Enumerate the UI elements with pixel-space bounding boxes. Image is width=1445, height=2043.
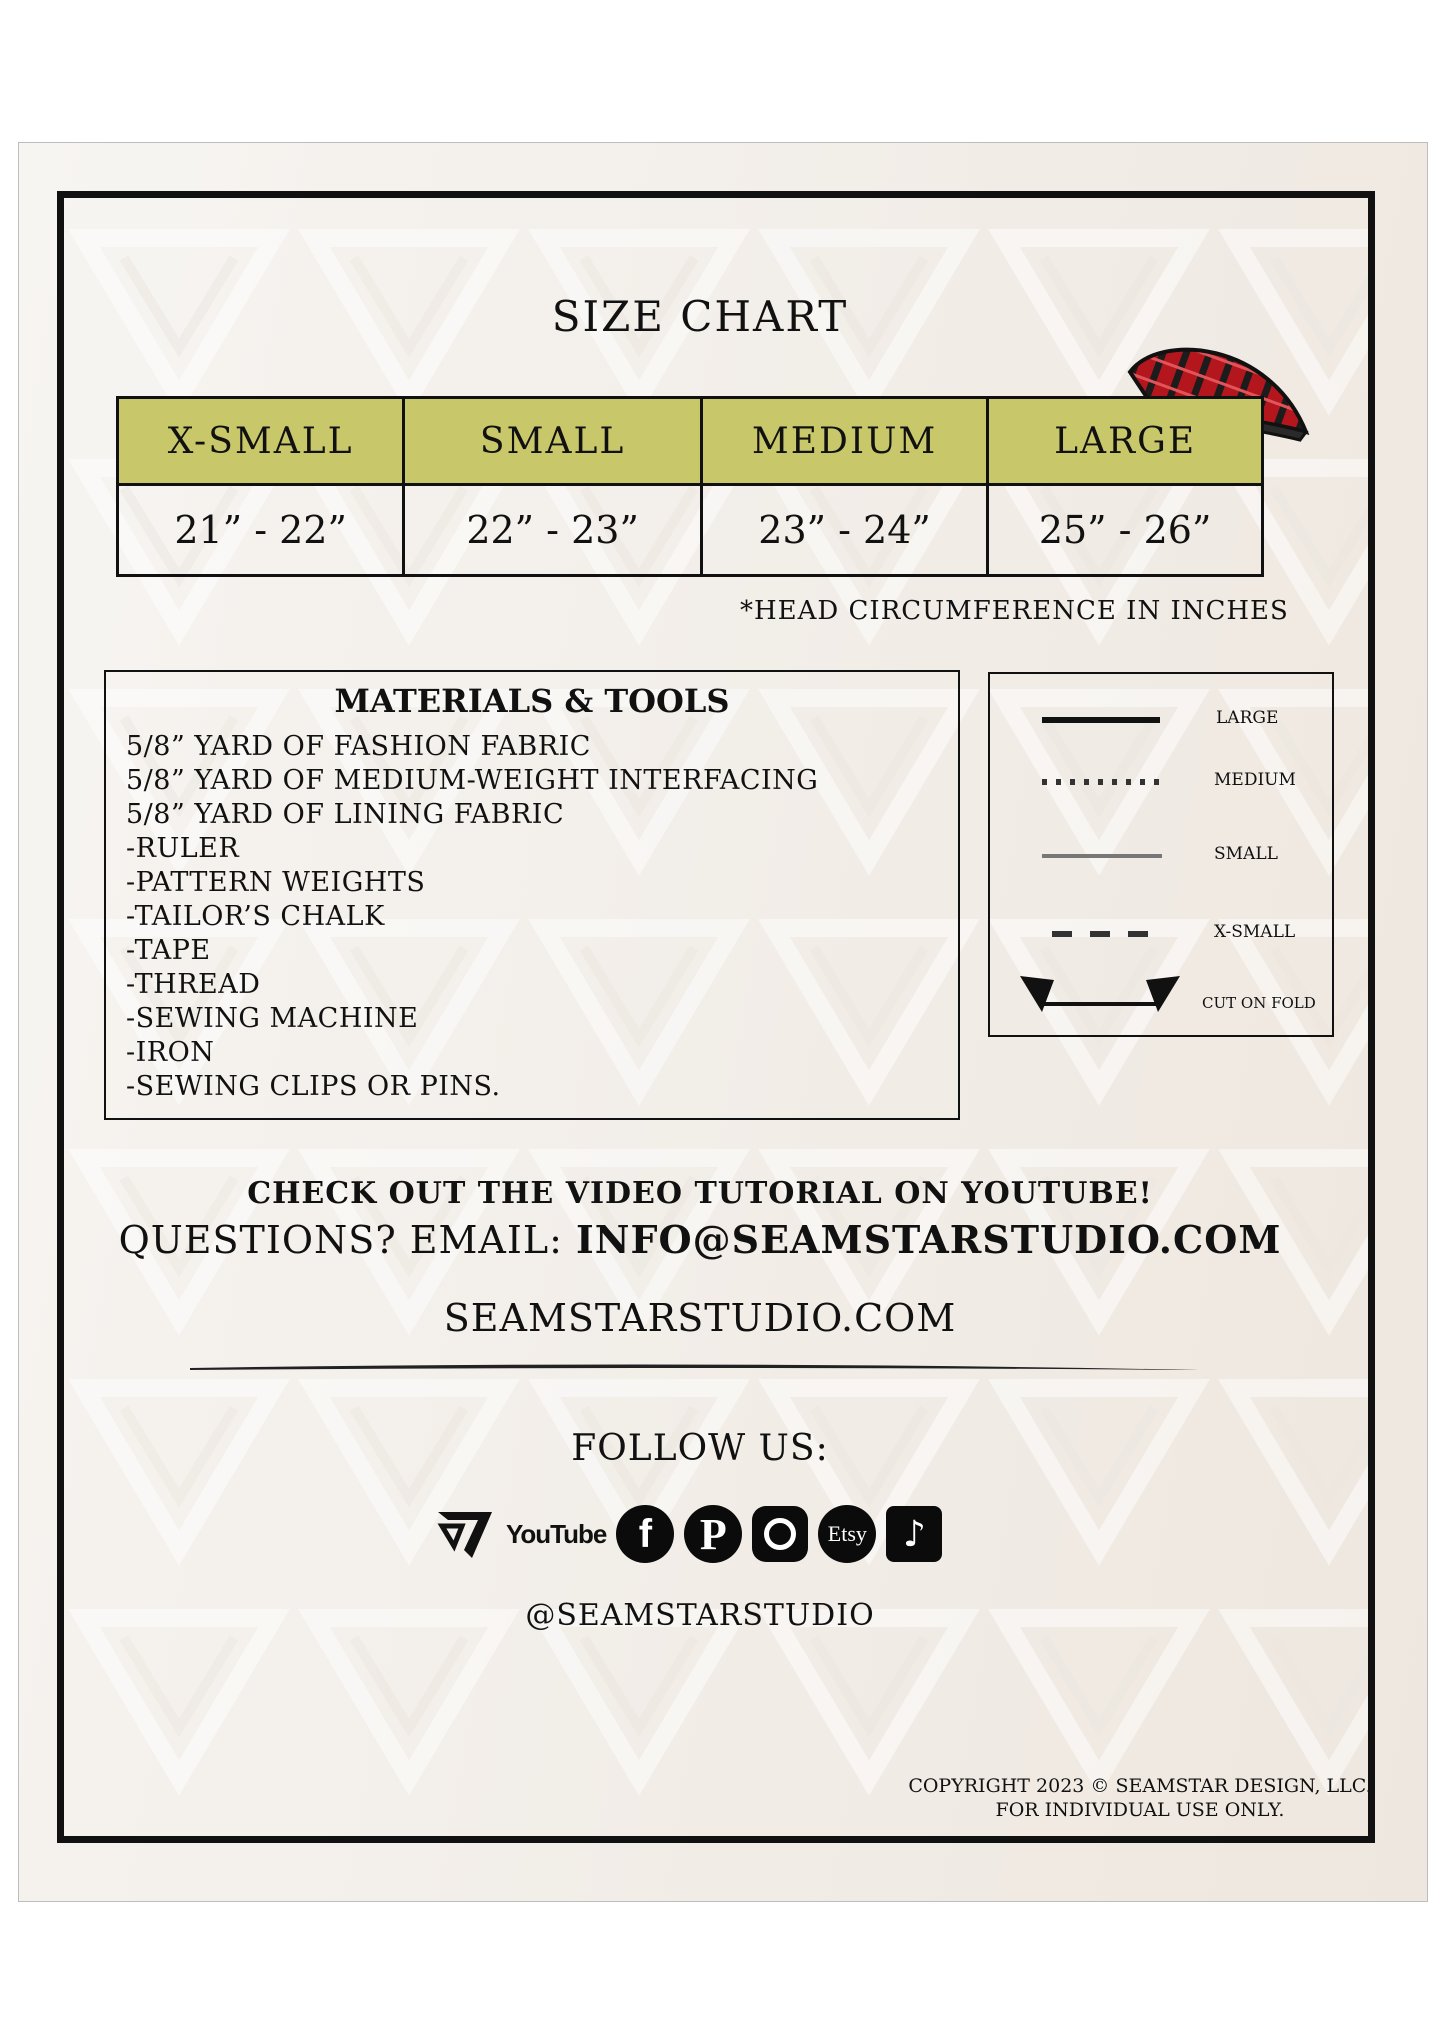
copyright-line: COPYRIGHT 2023 © SEAMSTAR DESIGN, LLC.	[908, 1775, 1372, 1797]
size-value-large: 25” - 26”	[988, 485, 1263, 576]
list-item: -RULER	[126, 833, 240, 864]
size-header-large: LARGE	[988, 398, 1263, 485]
social-handle: @SEAMSTARSTUDIO	[525, 1598, 875, 1633]
list-item: -SEWING CLIPS OR PINS.	[126, 1071, 501, 1102]
instagram-icon[interactable]	[752, 1506, 808, 1562]
youtube-tutorial-text: CHECK OUT THE VIDEO TUTORIAL ON YOUTUBE!	[247, 1176, 1153, 1211]
questions-email-line	[0, 1217, 1400, 1262]
list-item: -PATTERN WEIGHTS	[126, 867, 426, 898]
legend-label-large: LARGE	[1216, 708, 1279, 728]
follow-us-label: FOLLOW US:	[571, 1428, 829, 1469]
size-header-medium: MEDIUM	[701, 398, 987, 485]
materials-list	[126, 730, 818, 1104]
list-item: 5/8” YARD OF FASHION FABRIC	[126, 731, 591, 762]
pinterest-icon[interactable]: P	[684, 1505, 742, 1563]
size-value-medium: 23” - 24”	[701, 485, 987, 576]
usage-line: FOR INDIVIDUAL USE ONLY.	[995, 1799, 1285, 1821]
social-icons	[434, 1502, 942, 1566]
size-chart-table	[116, 396, 1264, 577]
questions-label: QUESTIONS? EMAIL:	[118, 1218, 563, 1262]
youtube-text: YouTube	[506, 1518, 607, 1549]
seamstar-logo-icon[interactable]	[434, 1506, 496, 1562]
size-header-row	[118, 398, 1263, 485]
legend-label-small: SMALL	[1214, 844, 1278, 864]
materials-title: MATERIALS & TOOLS	[334, 682, 730, 720]
cut-on-fold-icon	[1020, 976, 1180, 1012]
size-value-small: 22” - 23”	[404, 485, 702, 576]
youtube-icon[interactable]	[506, 1519, 606, 1550]
legend-label-xsmall: X-SMALL	[1214, 922, 1296, 942]
list-item: -THREAD	[126, 969, 261, 1000]
facebook-icon[interactable]: f	[616, 1505, 674, 1563]
size-header-xsmall: X-SMALL	[118, 398, 404, 485]
materials-box	[104, 670, 960, 1120]
list-item: -TAPE	[126, 935, 211, 966]
line-legend	[988, 672, 1334, 1037]
list-item: -TAILOR’S CHALK	[126, 901, 385, 932]
etsy-text: Etsy	[827, 1521, 867, 1546]
divider	[190, 1362, 1200, 1376]
size-chart-title: SIZE CHART	[551, 292, 849, 341]
legend-lines	[990, 674, 1336, 1039]
size-value-row	[118, 485, 1263, 576]
etsy-icon[interactable]	[818, 1505, 876, 1563]
list-item: 5/8” YARD OF LINING FABRIC	[126, 799, 565, 830]
tiktok-icon[interactable]: ♪	[886, 1506, 942, 1562]
copyright-notice	[880, 1774, 1400, 1822]
list-item: 5/8” YARD OF MEDIUM-WEIGHT INTERFACING	[126, 765, 819, 796]
legend-label-medium: MEDIUM	[1214, 770, 1296, 790]
list-item: -IRON	[126, 1037, 215, 1068]
legend-label-cut-on-fold: CUT ON FOLD	[1202, 994, 1316, 1012]
size-value-xsmall: 21” - 22”	[118, 485, 404, 576]
email-link[interactable]: INFO@SEAMSTARSTUDIO.COM	[576, 1217, 1282, 1262]
list-item: -SEWING MACHINE	[126, 1003, 419, 1034]
size-header-small: SMALL	[404, 398, 702, 485]
website-link[interactable]: SEAMSTARSTUDIO.COM	[443, 1296, 957, 1340]
size-chart-note: *HEAD CIRCUMFERENCE IN INCHES	[740, 596, 1289, 626]
